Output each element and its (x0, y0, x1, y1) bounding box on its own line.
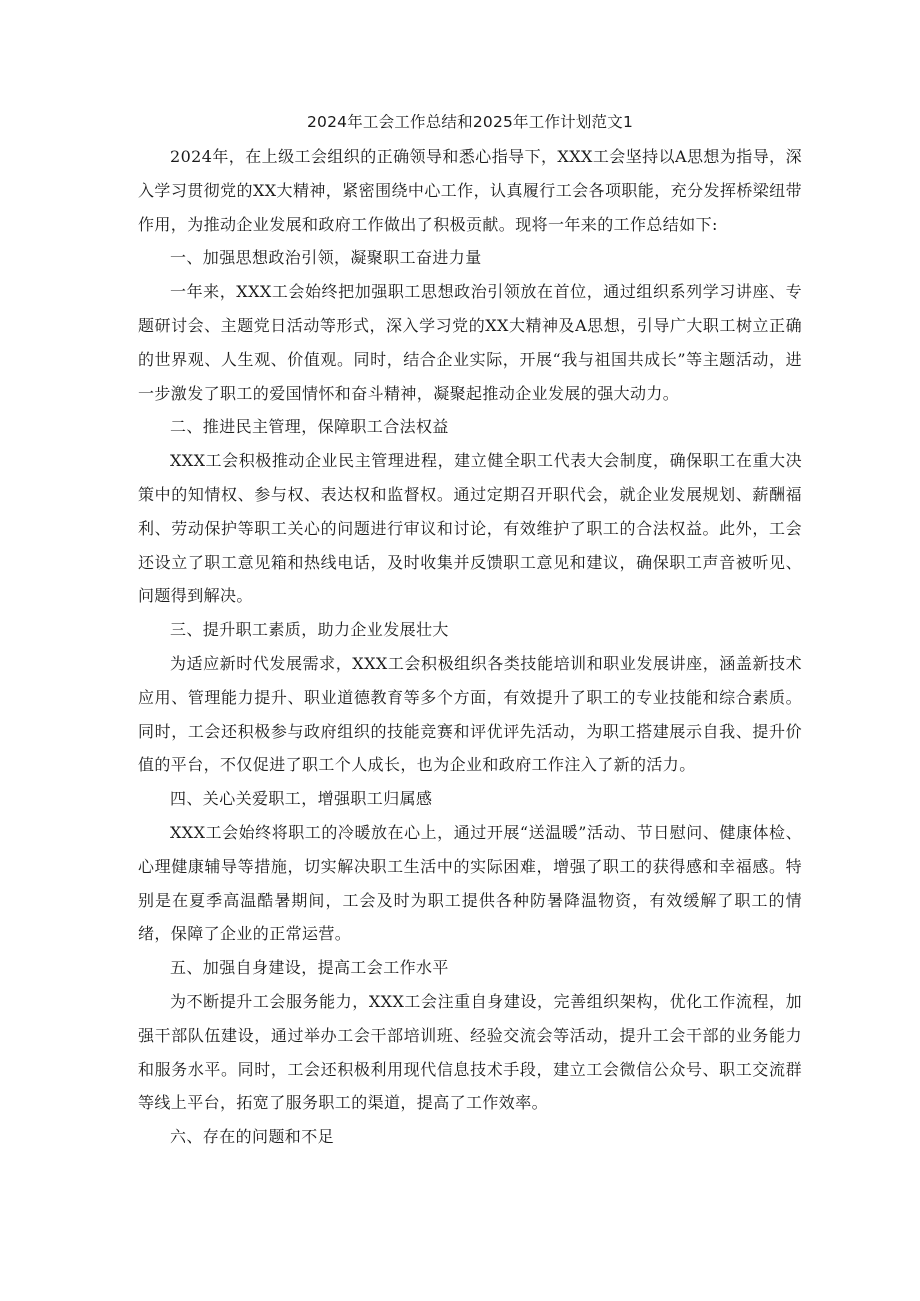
section-paragraph: 为适应新时代发展需求，XXX工会积极组织各类技能培训和职业发展讲座，涵盖新技术应用、管理能力提升、职业道德教育等多个方面，有效提升了职工的专业技能和综合素质。同时，工会还积极参与政府组织的技能竞赛和评优评先活动，为职工搭建展示自我、提升价值的平台，不仅促进了职工个人成长，也为企业和政府工作注入了新的活力。 (138, 653, 802, 775)
document-title: 2024年工会工作总结和2025年工作计划范文1 (306, 113, 634, 131)
intro-paragraph: 2024年，在上级工会组织的正确领导和悉心指导下，XXX工会坚持以A思想为指导，深入学习贯彻党的XX大精神，紧密围绕中心工作，认真履行工会各项职能，充分发挥桥梁纽带作用，为推动企业发展和政府工作做出了积极贡献。现将一年来的工作总结如下: (138, 147, 802, 234)
section-heading: 四、关心关爱职工，增强职工归属感 (170, 789, 433, 809)
section-heading: 五、加强自身建设，提高工会工作水平 (170, 958, 449, 978)
section-heading: 六、存在的问题和不足 (170, 1127, 335, 1147)
section-paragraph: XXX工会始终将职工的冷暖放在心上，通过开展“送温暖”活动、节日慰问、健康体检、心理健康辅导等措施，切实解决职工生活中的实际困难，增强了职工的获得感和幸福感。特别是在夏季高温酷暑期间，工会及时为职工提供各种防暑降温物资，有效缓解了职工的情绪，保障了企业的正常运营。 (138, 822, 802, 944)
section-paragraph: 一年来，XXX工会始终把加强职工思想政治引领放在首位，通过组织系列学习讲座、专题研讨会、主题党日活动等形式，深入学习党的XX大精神及A思想，引导广大职工树立正确的世界观、人生观、价值观。同时，结合企业实际，开展“我与祖国共成长”等主题活动，进一步激发了职工的爱国情怀和奋斗精神，凝聚起推动企业发展的强大动力。 (138, 282, 802, 403)
section-heading: 二、推进民主管理，保障职工合法权益 (170, 417, 449, 437)
section-paragraph: 为不断提升工会服务能力，XXX工会注重自身建设，完善组织架构，优化工作流程，加强干部队伍建设，通过举办工会干部培训班、经验交流会等活动，提升工会干部的业务能力和服务水平。同时，工会还积极利用现代信息技术手段，建立工会微信公众号、职工交流群等线上平台，拓宽了服务职工的渠道，提高了工作效率。 (138, 991, 802, 1113)
section-paragraph: XXX工会积极推动企业民主管理进程，建立健全职工代表大会制度，确保职工在重大决策中的知情权、参与权、表达权和监督权。通过定期召开职代会，就企业发展规划、薪酬福利、劳动保护等职工关心的问题进行审议和讨论，有效维护了职工的合法权益。此外，工会还设立了职工意见箱和热线电话，及时收集并反馈职工意见和建议，确保职工声音被听见、问题得到解决。 (138, 451, 802, 606)
section-heading: 一、加强思想政治引领，凝聚职工奋进力量 (170, 248, 482, 268)
document-body (138, 140, 802, 1154)
section-heading: 三、提升职工素质，助力企业发展壮大 (170, 620, 449, 640)
